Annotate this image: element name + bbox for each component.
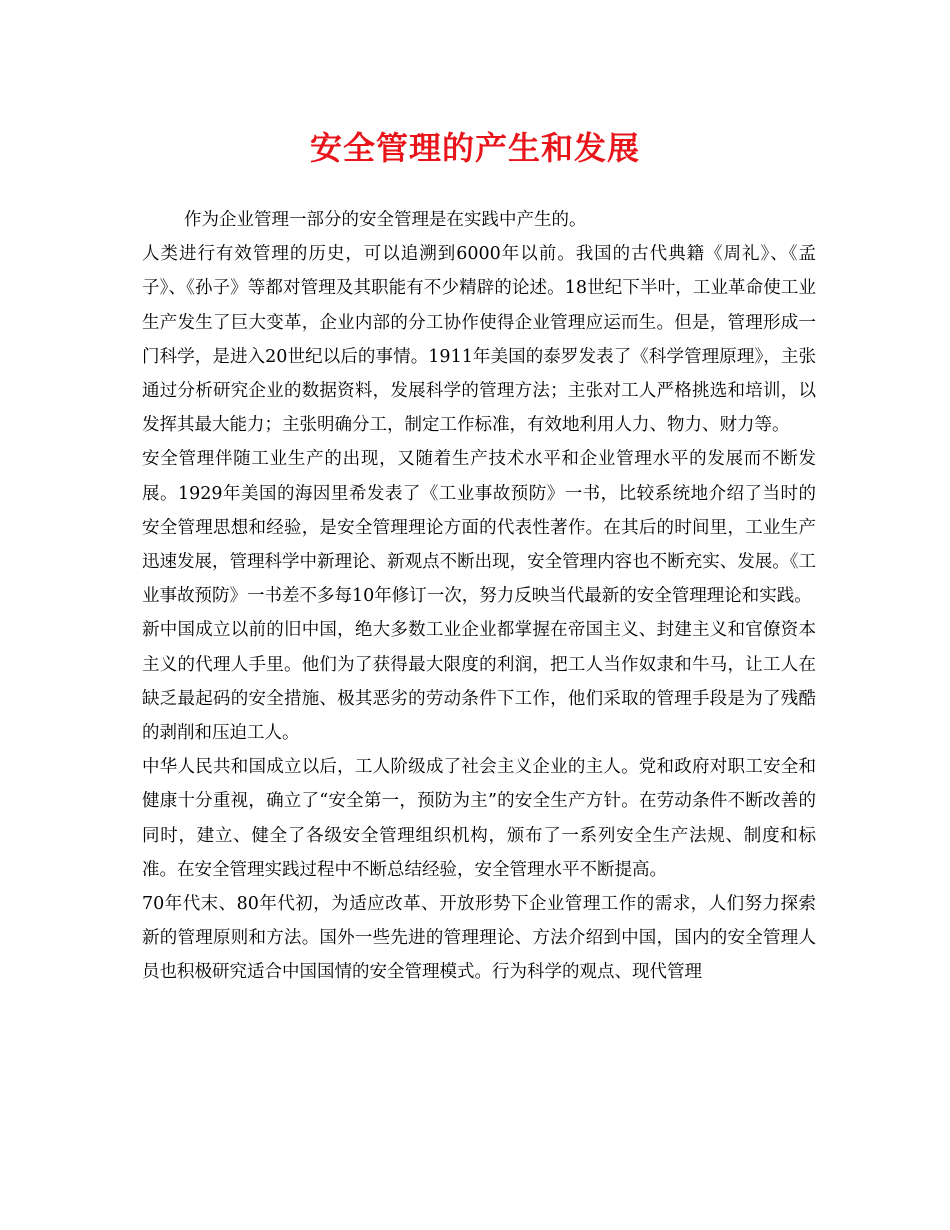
paragraph-old-china: 新中国成立以前的旧中国，绝大多数工业企业都掌握在帝国主义、封建主义和官僚资本主义的代理人手里。他们为了获得最大限度的利润，把工人当作奴隶和牛马，让工人在缺乏最起码的安全措施、极其恶劣的劳动条件下工作，他们采取的管理手段是为了残酷的剥削和压迫工人。 — [142, 620, 816, 744]
paragraph-new-china: 中华人民共和国成立以后，工人阶级成了社会主义企业的主人。党和政府对职工安全和健康十分重视，确立了“安全第一，预防为主”的安全生产方针。在劳动条件不断改善的同时，建立、健全了各级安全管理组织机构，颁布了一系列安全生产法规、制度和标准。在安全管理实践过程中不断总结经验，安全管理水平不断提高。 — [142, 757, 816, 880]
paragraph-reform-era: 70年代末、80年代初，为适应改革、开放形势下企业管理工作的需求，人们努力探索新的管理原则和方法。国外一些先进的管理理论、方法介绍到中国，国内的安全管理人员也积极研究适合中国国情的安全管理模式。行为科学的观点、现代管理 — [142, 894, 816, 983]
paragraph-safety-management-development: 安全管理伴随工业生产的出现，又随着生产技术水平和企业管理水平的发展而不断发展。1929年美国的海因里希发表了《工业事故预防》一书，比较系统地介绍了当时的安全管理思想和经验，是安全管理理论方面的代表性著作。在其后的时间里，工业生产迅速发展，管理科学中新理论、新观点不断出现，安全管理内容也不断充实、发展。《工业事故预防》一书差不多每10年修订一次，努力反映当代最新的安全管理理论和实践。 — [142, 449, 816, 607]
document-body — [142, 203, 816, 990]
paragraph-intro: 作为企业管理一部分的安全管理是在实践中产生的。 — [184, 210, 587, 230]
document-title: 安全管理的产生和发展 — [309, 129, 640, 167]
paragraph-management-history: 人类进行有效管理的历史，可以追溯到6000年以前。我国的古代典籍《周礼》、《孟子》、《孙子》等都对管理及其职能有不少精辟的论述。18世纪下半叶，工业革命使工业生产发生了巨大变革，企业内部的分工协作使得企业管理应运而生。但是，管理形成一门科学，是进入20世纪以后的事情。1911年美国的泰罗发表了《科学管理原理》，主张通过分析研究企业的数据资料，发展科学的管理方法；主张对工人严格挑选和培训，以发挥其最大能力；主张明确分工，制定工作标准，有效地利用人力、物力、财力等。 — [142, 244, 816, 436]
